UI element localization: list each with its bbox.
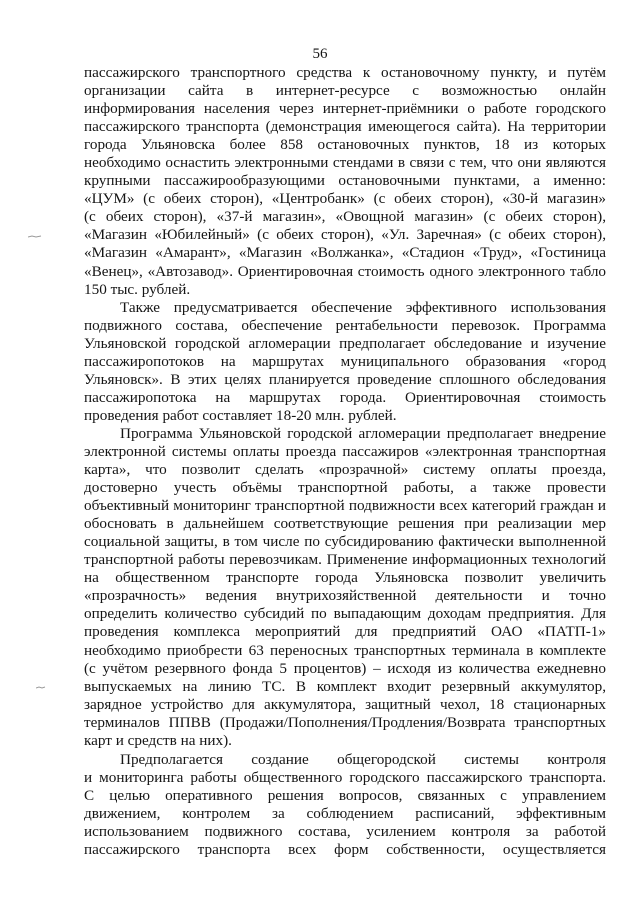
text-line: (с учётом резервного фонда 5 процентов) – исходя из количества ежедневно bbox=[84, 659, 606, 677]
text-line: Программа Ульяновской городской агломерации предполагает внедрение bbox=[120, 424, 606, 442]
text-line: на общественном транспорте города Ульяновска позволит увеличить bbox=[84, 569, 606, 587]
document-body bbox=[84, 64, 606, 859]
text-line: пассажирского транспортного средства к остановочному пункту, и путём bbox=[84, 64, 606, 81]
text-line: «Магазин «Юбилейный» (с обеих сторон), «Ул. Заречная» (с обеих сторон), bbox=[84, 226, 606, 244]
scan-speck-icon bbox=[28, 233, 42, 241]
text-line: обосновать в дальнейшем соответствующие решения при реализации мер bbox=[84, 515, 606, 533]
text-line: информирования населения через интернет-приёмники о работе городского bbox=[84, 100, 606, 118]
text-line: Также предусматривается обеспечение эффективного использования bbox=[120, 298, 606, 316]
text-line: зарядное устройство для аккумулятора, защитный чехол, 18 стационарных bbox=[84, 695, 606, 713]
text-line: организации сайта в интернет-ресурсе с возможностью онлайн bbox=[84, 82, 606, 100]
text-line: С целью оперативного решения вопросов, связанных с управлением bbox=[84, 786, 606, 804]
text-line: проведения работ составляет 18-20 млн. рублей. bbox=[84, 406, 397, 424]
text-line: «ЦУМ» (с обеих сторон), «Центробанк» (с обеих сторон), «30-й магазин» bbox=[84, 190, 606, 208]
text-line: Предполагается создание общегородской системы контроля bbox=[120, 750, 606, 768]
text-line: пассажирского транспорта всех форм собственности, осуществляется bbox=[84, 841, 606, 859]
text-line: определить количество субсидий по выпадающим доходам предприятия. Для bbox=[84, 605, 606, 623]
text-line: достоверно учесть объёмы транспортной работы, а также провести bbox=[84, 479, 606, 497]
text-line: карта», что позволит сделать «прозрачной» систему оплаты проезда, bbox=[84, 461, 606, 479]
text-line: проведения комплекса мероприятий для предприятий ОАО «ПАТП-1» bbox=[84, 623, 606, 641]
text-line: Ульяновской городской агломерации предполагает обследование и изучение bbox=[84, 334, 606, 352]
text-line: пассажиропотоков на маршрутах муниципального образования «город bbox=[84, 352, 606, 370]
text-line: города Ульяновска более 858 остановочных пунктов, 18 из которых bbox=[84, 136, 606, 154]
scan-speck-icon bbox=[36, 684, 46, 692]
paragraph-3 bbox=[84, 425, 606, 750]
text-line: терминалов ППВВ (Продажи/Пополнения/Продления/Возврата транспортных bbox=[84, 713, 606, 731]
page-number: 56 bbox=[312, 46, 328, 62]
text-line: объективный мониторинг транспортной подвижности всех категорий граждан и bbox=[84, 497, 606, 515]
text-line: и мониторинга работы общественного городского пассажирского транспорта. bbox=[84, 768, 606, 786]
text-line: электронной системы оплаты проезда пассажиров «электронная транспортная bbox=[84, 442, 606, 460]
text-line: социальной защиты, в том числе по субсидированию фактически выполненной bbox=[84, 533, 606, 551]
text-line: необходимо приобрести 63 переносных транспортных терминала в комплекте bbox=[84, 641, 606, 659]
text-line: 150 тыс. рублей. bbox=[84, 280, 191, 298]
text-line: движением, контролем за соблюдением расписаний, эффективным bbox=[84, 804, 606, 822]
text-line: карт и средств на них). bbox=[84, 731, 232, 749]
paragraph-1 bbox=[84, 64, 606, 299]
text-line: выпускаемых на линию ТС. В комплект входит резервный аккумулятор, bbox=[84, 677, 606, 695]
text-line: «прозрачность» ведения внутрихозяйственной деятельности и точно bbox=[84, 587, 606, 605]
paragraph-2 bbox=[84, 299, 606, 425]
text-line: пассажиропотока на маршрутах города. Ориентировочная стоимость bbox=[84, 388, 606, 406]
text-line: транспортной работы перевозчикам. Применение информационных технологий bbox=[84, 551, 606, 569]
text-line: подвижного состава, обеспечение рентабельности перевозок. Программа bbox=[84, 316, 606, 334]
paragraph-4 bbox=[84, 751, 606, 859]
text-line: пассажирского транспорта (демонстрация имеющегося сайта). На территории bbox=[84, 118, 606, 136]
text-line: (с обеих сторон), «37-й магазин», «Овощной магазин» (с обеих сторон), bbox=[84, 208, 606, 226]
text-line: использованием подвижного состава, усилением контроля за работой bbox=[84, 822, 606, 840]
text-line: «Магазин «Амарант», «Магазин «Волжанка», «Стадион «Труд», «Гостиница bbox=[84, 244, 606, 262]
text-line: крупными пассажирообразующими остановочными пунктами, а именно: bbox=[84, 172, 606, 190]
text-line: необходимо оснастить электронными стендами в связи с тем, что они являются bbox=[84, 154, 606, 172]
text-line: Ульяновск». В этих целях планируется проведение сплошного обследования bbox=[84, 370, 606, 388]
text-line: «Венец», «Автозавод». Ориентировочная стоимость одного электронного табло bbox=[84, 262, 606, 280]
